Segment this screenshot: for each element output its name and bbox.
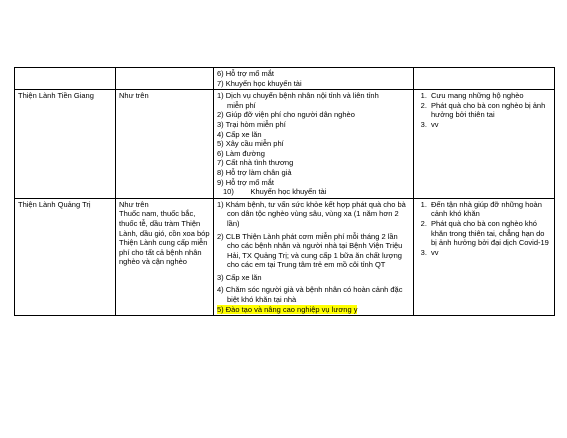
service-item: 1) Dịch vụ chuyển bệnh nhân nội tỉnh và liên tỉnh <box>217 91 379 101</box>
charity-table <box>14 67 555 316</box>
row1-name-cell <box>15 90 116 199</box>
service-item: 10) Khuyến học khuyến tài <box>223 187 327 197</box>
org-description: Thuốc nam, thuốc bắc, thuốc tễ, dầu tràm Thiện Lành, dầu gió, cồn xoa bóp Thiện Lành cung cấp miễn phí cho tất cả bệnh nhân nghèo và cận nghèo <box>119 209 210 267</box>
service-item: 4) Chăm sóc người già và bệnh nhân có hoàn cảnh đặc biệt khó khăn tại nhà <box>217 285 403 305</box>
activity-item: 3. vv <box>429 248 551 258</box>
row1-activities-cell <box>414 90 555 199</box>
activities-list <box>417 200 551 258</box>
row1-col2-cell <box>116 90 214 199</box>
highlighted-service-item: 5) Đào tạo và nâng cao nghiệp vụ lương y <box>217 304 358 314</box>
service-item: 1) Khám bệnh, tư vấn sức khỏe kết hợp phát quà cho bà con dân tộc nghèo vùng sâu, vùng xa (1 năm hơn 2 lần) <box>217 199 406 228</box>
activity-item: 3. vv <box>429 120 551 130</box>
row2-activities-cell <box>414 198 555 316</box>
activity-item: 2. Phát quà cho bà con nghèo khó khăn trong thiên tai, chẳng hạn do bị ảnh hưởng bởi đại dịch Covid-19 <box>429 219 551 248</box>
service-item-cont: miễn phí <box>227 100 256 110</box>
service-item: 6) Làm đường <box>217 148 265 158</box>
row2-services-cell <box>214 198 414 316</box>
service-item: 2) Giúp đỡ viện phí cho người dân nghèo <box>217 110 355 120</box>
row1-services-cell <box>214 90 414 199</box>
service-item: 2) CLB Thiện Lành phát cơm miễn phí mỗi tháng 2 lần cho các bệnh nhân và người nhà tại Bệnh Viện Triệu Hải, TX Quảng Trị; và cung cấp 1 bữa ăn chất lượng cho các em tại Trung tâm trẻ em mồ côi tỉnh QT <box>217 231 403 270</box>
activities-list <box>417 91 551 129</box>
activity-item: 1. Đến tận nhà giúp đỡ những hoàn cảnh khó khăn <box>429 200 551 219</box>
org-note: Như trên <box>119 91 149 101</box>
service-item: 5) Xây cầu miễn phí <box>217 139 284 149</box>
row0-name-cell <box>15 68 116 90</box>
service-item: 8) Hỗ trợ làm chân giả <box>217 167 292 177</box>
table-row <box>15 90 555 199</box>
activity-item: 2. Phát quà cho bà con nghèo bị ảnh hưởng bởi thiên tai <box>429 101 551 120</box>
row0-services-cell <box>214 68 414 90</box>
org-note: Như trên <box>119 199 149 209</box>
service-item: 3) Cấp xe lăn <box>217 272 262 282</box>
row2-name-cell <box>15 198 116 316</box>
activity-item: 1. Cưu mang những hộ nghèo <box>429 91 551 101</box>
row0-activities-cell <box>414 68 555 90</box>
row0-col2-cell <box>116 68 214 90</box>
service-item: 4) Cấp xe lăn <box>217 129 262 139</box>
org-name: Thiện Lành Quảng Trị <box>18 199 91 209</box>
service-item: 7) Khuyến học khuyến tài <box>217 78 302 88</box>
service-item: 3) Trại hòm miễn phí <box>217 119 286 129</box>
service-item: 9) Hỗ trợ mổ mắt <box>217 177 275 187</box>
row2-col2-cell <box>116 198 214 316</box>
org-name: Thiện Lành Tiền Giang <box>18 91 94 101</box>
table-row <box>15 68 555 90</box>
table-row <box>15 198 555 316</box>
service-item: 7) Cất nhà tình thương <box>217 158 294 168</box>
service-item: 6) Hỗ trợ mổ mắt <box>217 69 275 78</box>
